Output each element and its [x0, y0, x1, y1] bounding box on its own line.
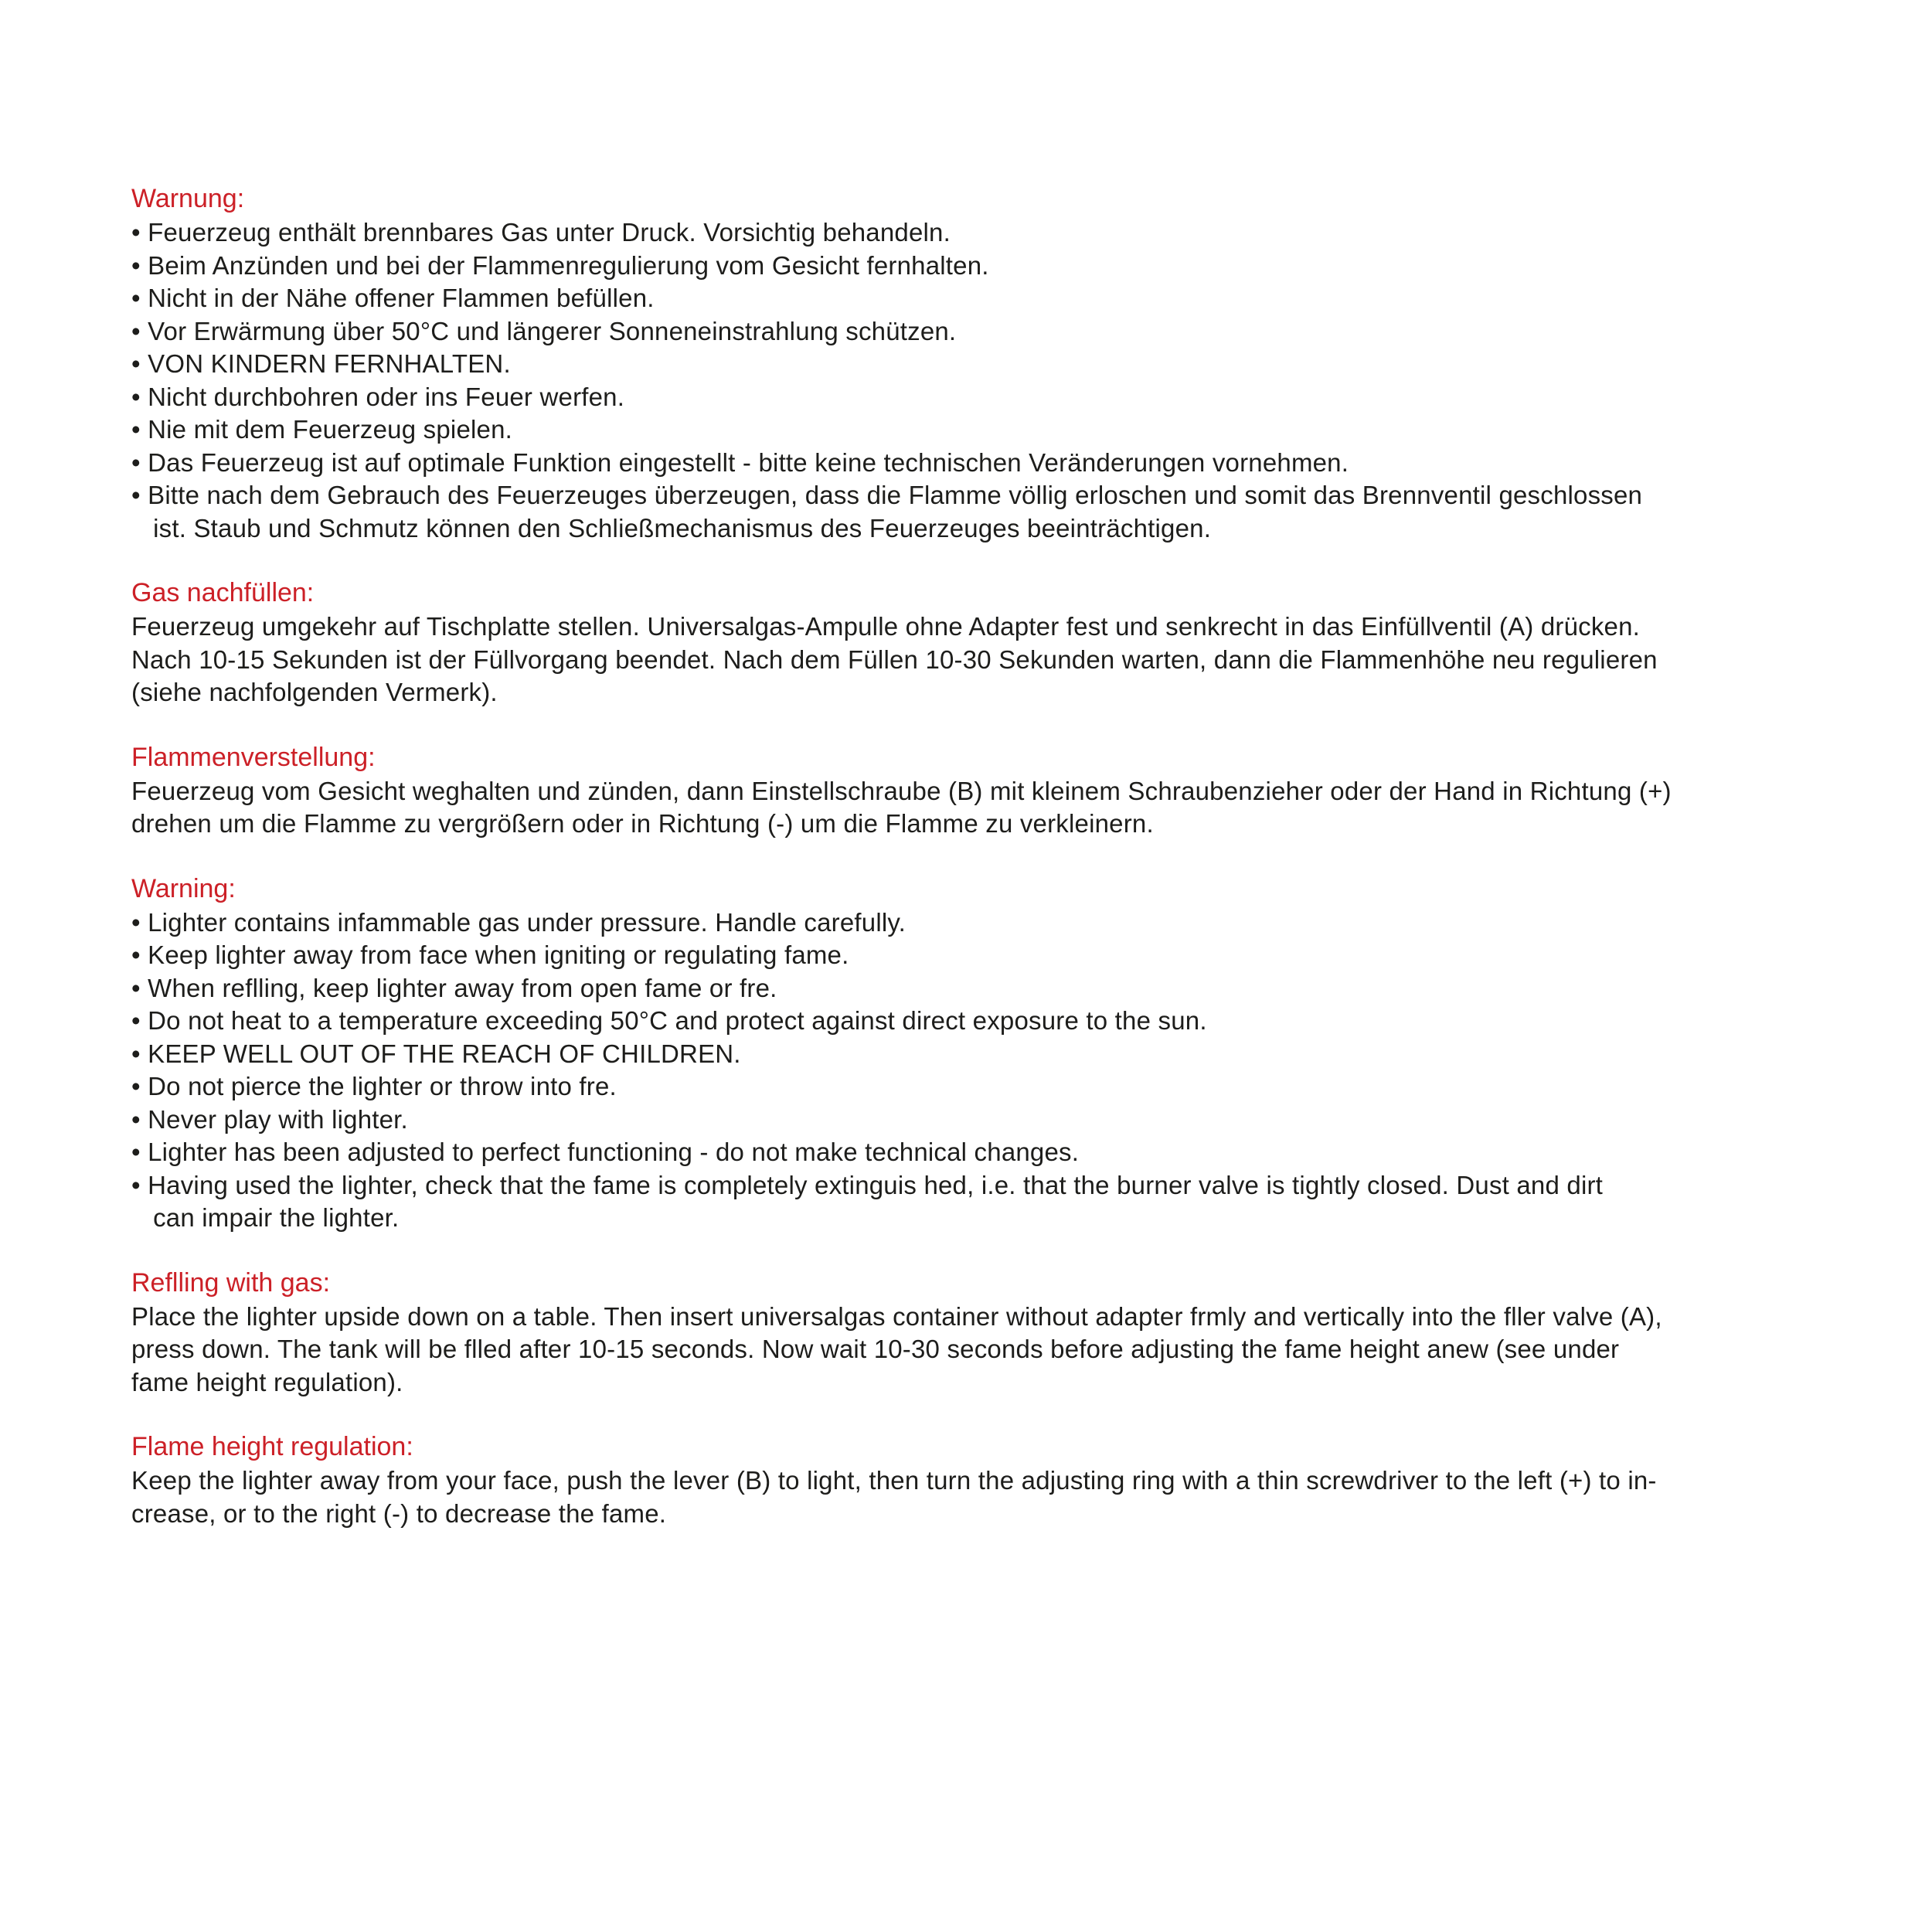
text-line: ist. Staub und Schmutz können den Schließmechanismus des Feuerzeuges beeinträchtigen. [131, 513, 1212, 543]
text-line: • Beim Anzünden und bei der Flammenregulierung vom Gesicht fernhalten. [131, 250, 989, 280]
text-line: • Nicht durchbohren oder ins Feuer werfen. [131, 382, 625, 411]
text-line: fame height regulation). [131, 1367, 403, 1396]
text-line: • Do not pierce the lighter or throw into fre. [131, 1072, 617, 1100]
text-line: • Keep lighter away from face when igniting or regulating fame. [131, 940, 849, 969]
section-heading: Reflling with gas: [131, 1267, 331, 1298]
text-line: • Feuerzeug enthält brennbares Gas unter Druck. Vorsichtig behandeln. [131, 218, 951, 247]
text-line: • Das Feuerzeug ist auf optimale Funktion eingestellt - bitte keine technischen Veränderungen vornehmen. [131, 447, 1349, 477]
text-line: Feuerzeug vom Gesicht weghalten und zünden, dann Einstellschraube (B) mit kleinem Schraubenzieher oder der Hand in Richtung (+) [131, 776, 1672, 805]
text-line: • Nicht in der Nähe offener Flammen befüllen. [131, 284, 655, 312]
text-line: drehen um die Flamme zu vergrößern oder in Richtung (-) um die Flamme zu verkleinern. [131, 809, 1154, 838]
text-line: • Bitte nach dem Gebrauch des Feuerzeuges überzeugen, dass die Flamme völlig erloschen und somit das Brennventil geschlossen [131, 481, 1643, 509]
section-heading: Flame height regulation: [131, 1432, 413, 1461]
text-line: • Never play with lighter. [131, 1104, 408, 1134]
section [131, 740, 1886, 841]
section-heading: Warning: [131, 873, 236, 903]
text-line: Keep the lighter away from your face, push the lever (B) to light, then turn the adjusting ring with a thin screwdriver to the left (+) to in- [131, 1466, 1657, 1495]
section-heading: Flammenverstellung: [131, 742, 376, 772]
section-heading: Gas nachfüllen: [131, 578, 315, 607]
instruction-sheet [131, 182, 1886, 1530]
text-line: press down. The tank will be flled after 10-15 seconds. Now wait 10-30 seconds before adjusting the fame height anew (see under [131, 1335, 1620, 1363]
text-line: Feuerzeug umgekehr auf Tischplatte stellen. Universalgas-Ampulle ohne Adapter fest und senkrecht in das Einfüllventil (A) drücken. [131, 612, 1641, 641]
section [131, 576, 1886, 709]
text-line: • Lighter has been adjusted to perfect functioning - do not make technical changes. [131, 1138, 1080, 1166]
text-line: • VON KINDERN FERNHALTEN. [131, 349, 511, 378]
text-line: Place the lighter upside down on a table. Then insert universalgas container without adapter frmly and vertically into the fller valve (A), [131, 1301, 1662, 1331]
section [131, 182, 1886, 545]
text-line: • Do not heat to a temperature exceeding 50°C and protect against direct exposure to the sun. [131, 1006, 1207, 1035]
section-heading: Warnung: [131, 184, 245, 213]
text-line: can impair the lighter. [131, 1203, 400, 1232]
text-line: crease, or to the right (-) to decrease the fame. [131, 1498, 667, 1528]
text-line: • Vor Erwärmung über 50°C und längerer Sonneneinstrahlung schützen. [131, 316, 957, 345]
text-line: • KEEP WELL OUT OF THE REACH OF CHILDREN. [131, 1039, 741, 1068]
text-line: • Nie mit dem Feuerzeug spielen. [131, 415, 513, 444]
section [131, 872, 1886, 1235]
text-line: • Lighter contains infammable gas under pressure. Handle carefully. [131, 907, 906, 937]
text-line: • Having used the lighter, check that the fame is completely extinguis hed, i.e. that the burner valve is tightly closed. Dust and dirt [131, 1170, 1604, 1199]
text-line: (siehe nachfolgenden Vermerk). [131, 678, 498, 706]
text-line: • When reflling, keep lighter away from open fame or fre. [131, 973, 777, 1002]
section [131, 1266, 1886, 1400]
section [131, 1430, 1886, 1530]
text-line: Nach 10-15 Sekunden ist der Füllvorgang beendet. Nach dem Füllen 10-30 Sekunden warten, dann die Flammenhöhe neu regulieren [131, 645, 1658, 674]
